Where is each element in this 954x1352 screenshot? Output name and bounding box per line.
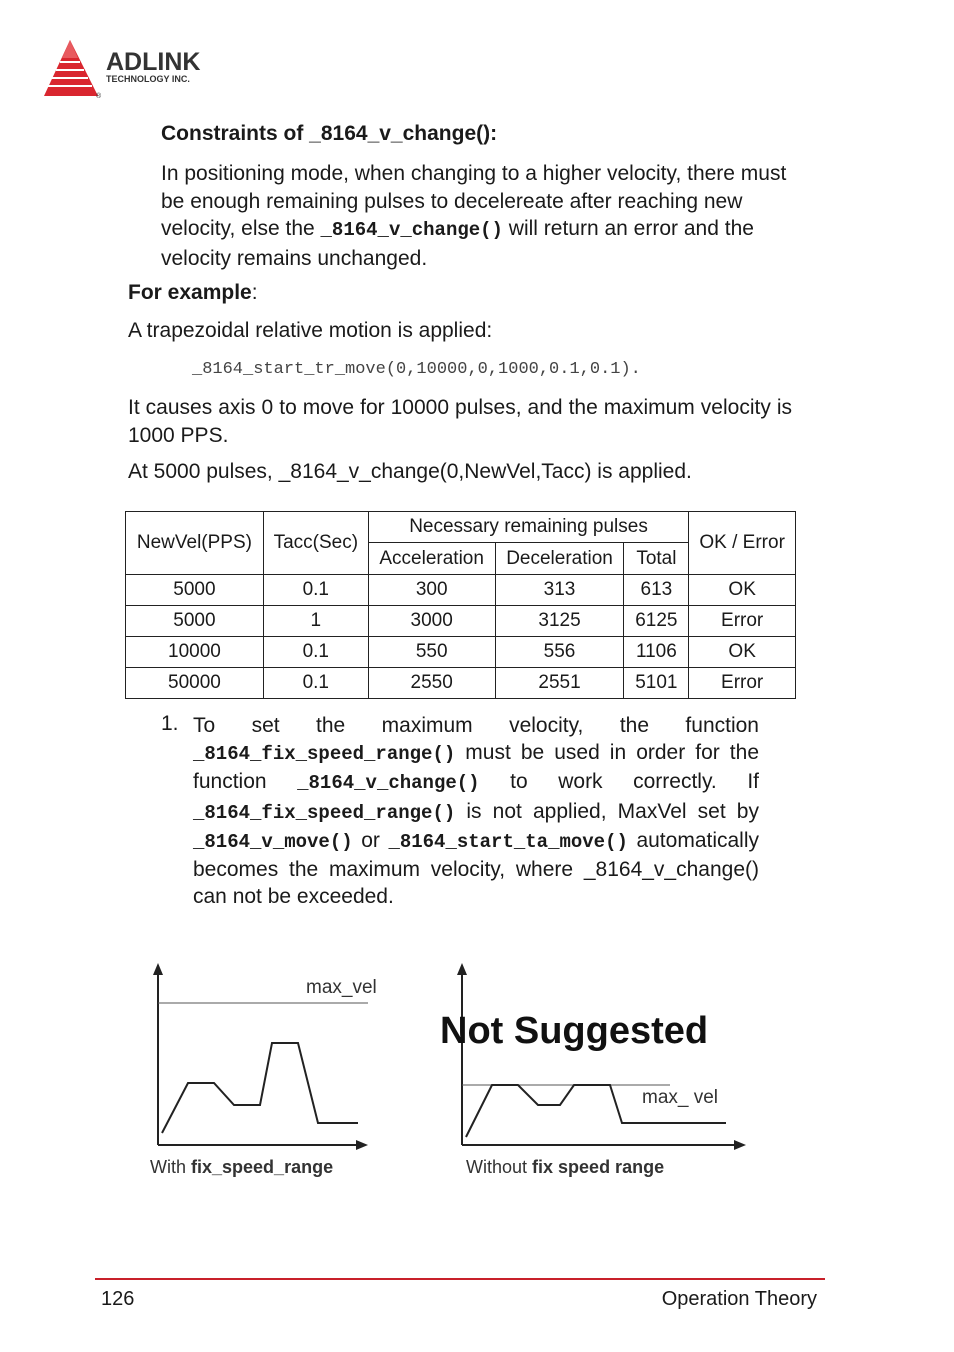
text: automatically becomes the maximum velocity, where _8164_v_change() can not be exceeded.	[193, 828, 760, 909]
header-newvel: NewVel(PPS)	[126, 512, 264, 575]
header-deceleration: Deceleration	[495, 543, 624, 575]
logo-brand: ADLINK	[106, 48, 201, 76]
header-total: Total	[624, 543, 689, 575]
code: _8164_start_ta_move()	[388, 830, 628, 853]
cell: 50000	[126, 668, 264, 699]
list-body	[193, 712, 759, 910]
cell: Error	[689, 668, 796, 699]
header-tacc: Tacc(Sec)	[263, 512, 368, 575]
cell: 1	[263, 606, 368, 637]
page-number: 126	[101, 1288, 135, 1310]
para1-before: In positioning mode, when changing to a higher velocity, there must be enough remaining pulses to decelereate after reaching new velocity, else the	[161, 162, 787, 240]
text: is not applied, MaxVel set by	[455, 799, 759, 823]
left-velocity-profile	[162, 1043, 358, 1133]
cell: 613	[624, 575, 689, 606]
cell: 0.1	[263, 668, 368, 699]
text: or	[352, 828, 389, 852]
footer-divider	[95, 1278, 825, 1280]
code: _8164_fix_speed_range()	[193, 801, 456, 824]
cell: OK	[689, 637, 796, 668]
cell: 5000	[126, 606, 264, 637]
header-acceleration: Acceleration	[368, 543, 495, 575]
cell: 0.1	[263, 575, 368, 606]
paragraph-at-5000: At 5000 pulses, _8164_v_change(0,NewVel,Tacc) is applied.	[128, 460, 692, 483]
cell: 0.1	[263, 637, 368, 668]
cell: 300	[368, 575, 495, 606]
cell: 6125	[624, 606, 689, 637]
right-caption: Without fix speed range	[466, 1157, 665, 1177]
code: _8164_fix_speed_range()	[193, 743, 456, 766]
header-group: Necessary remaining pulses	[368, 512, 689, 543]
logo-sub: TECHNOLOGY INC.	[106, 74, 190, 84]
cell: 3000	[368, 606, 495, 637]
arrow-up-icon	[457, 963, 467, 975]
table-row	[126, 668, 796, 699]
cell: Error	[689, 606, 796, 637]
cell: 5101	[624, 668, 689, 699]
text: To set the maximum velocity, the function	[193, 714, 759, 737]
section-title: Operation Theory	[661, 1288, 817, 1310]
cell: 10000	[126, 637, 264, 668]
code: _8164_v_move()	[193, 830, 353, 853]
arrow-right-icon	[734, 1140, 746, 1150]
table-row	[126, 575, 796, 606]
cell: 556	[495, 637, 624, 668]
paragraph-constraints	[161, 160, 793, 272]
cell: 550	[368, 637, 495, 668]
right-maxvel-label: max_ vel	[642, 1087, 719, 1108]
table-row	[126, 606, 796, 637]
left-graph	[150, 963, 377, 1177]
table-row	[126, 637, 796, 668]
right-graph	[440, 963, 746, 1177]
code: _8164_v_change()	[297, 772, 480, 795]
cell: 313	[495, 575, 624, 606]
cell: 3125	[495, 606, 624, 637]
text: must be used in order for the function	[193, 741, 759, 794]
list-number: 1.	[161, 712, 179, 735]
for-example-label	[128, 281, 258, 305]
logo-reg: ®	[96, 93, 102, 100]
paragraph-trapezoidal: A trapezoidal relative motion is applied:	[128, 319, 493, 342]
not-suggested-title: Not Suggested	[440, 1010, 709, 1052]
for-example-colon: :	[251, 281, 258, 304]
cell: OK	[689, 575, 796, 606]
cell: 2550	[368, 668, 495, 699]
cell: 5000	[126, 575, 264, 606]
arrow-right-icon	[356, 1140, 368, 1150]
para1-after: will return an error and the velocity remains unchanged.	[161, 217, 754, 270]
cell: 2551	[495, 668, 624, 699]
left-maxvel-label: max_vel	[306, 977, 377, 998]
text: to work correctly. If	[479, 770, 759, 794]
paragraph-causes: It causes axis 0 to move for 10000 pulses, and the maximum velocity is 1000 PPS.	[128, 396, 792, 447]
code-line: _8164_start_tr_move(0,10000,0,1000,0.1,0.1).	[192, 360, 641, 379]
arrow-up-icon	[153, 963, 163, 975]
velocity-figure	[140, 955, 780, 1195]
cell: 1106	[624, 637, 689, 668]
for-example-bold: For example	[128, 281, 252, 304]
left-caption: With fix_speed_range	[150, 1157, 334, 1177]
header-ok-error: OK / Error	[689, 512, 796, 575]
adlink-logo	[42, 38, 242, 100]
remaining-pulses-table	[125, 511, 796, 699]
section-heading: Constraints of _8164_v_change():	[161, 122, 498, 145]
para1-code: _8164_v_change()	[320, 219, 503, 241]
